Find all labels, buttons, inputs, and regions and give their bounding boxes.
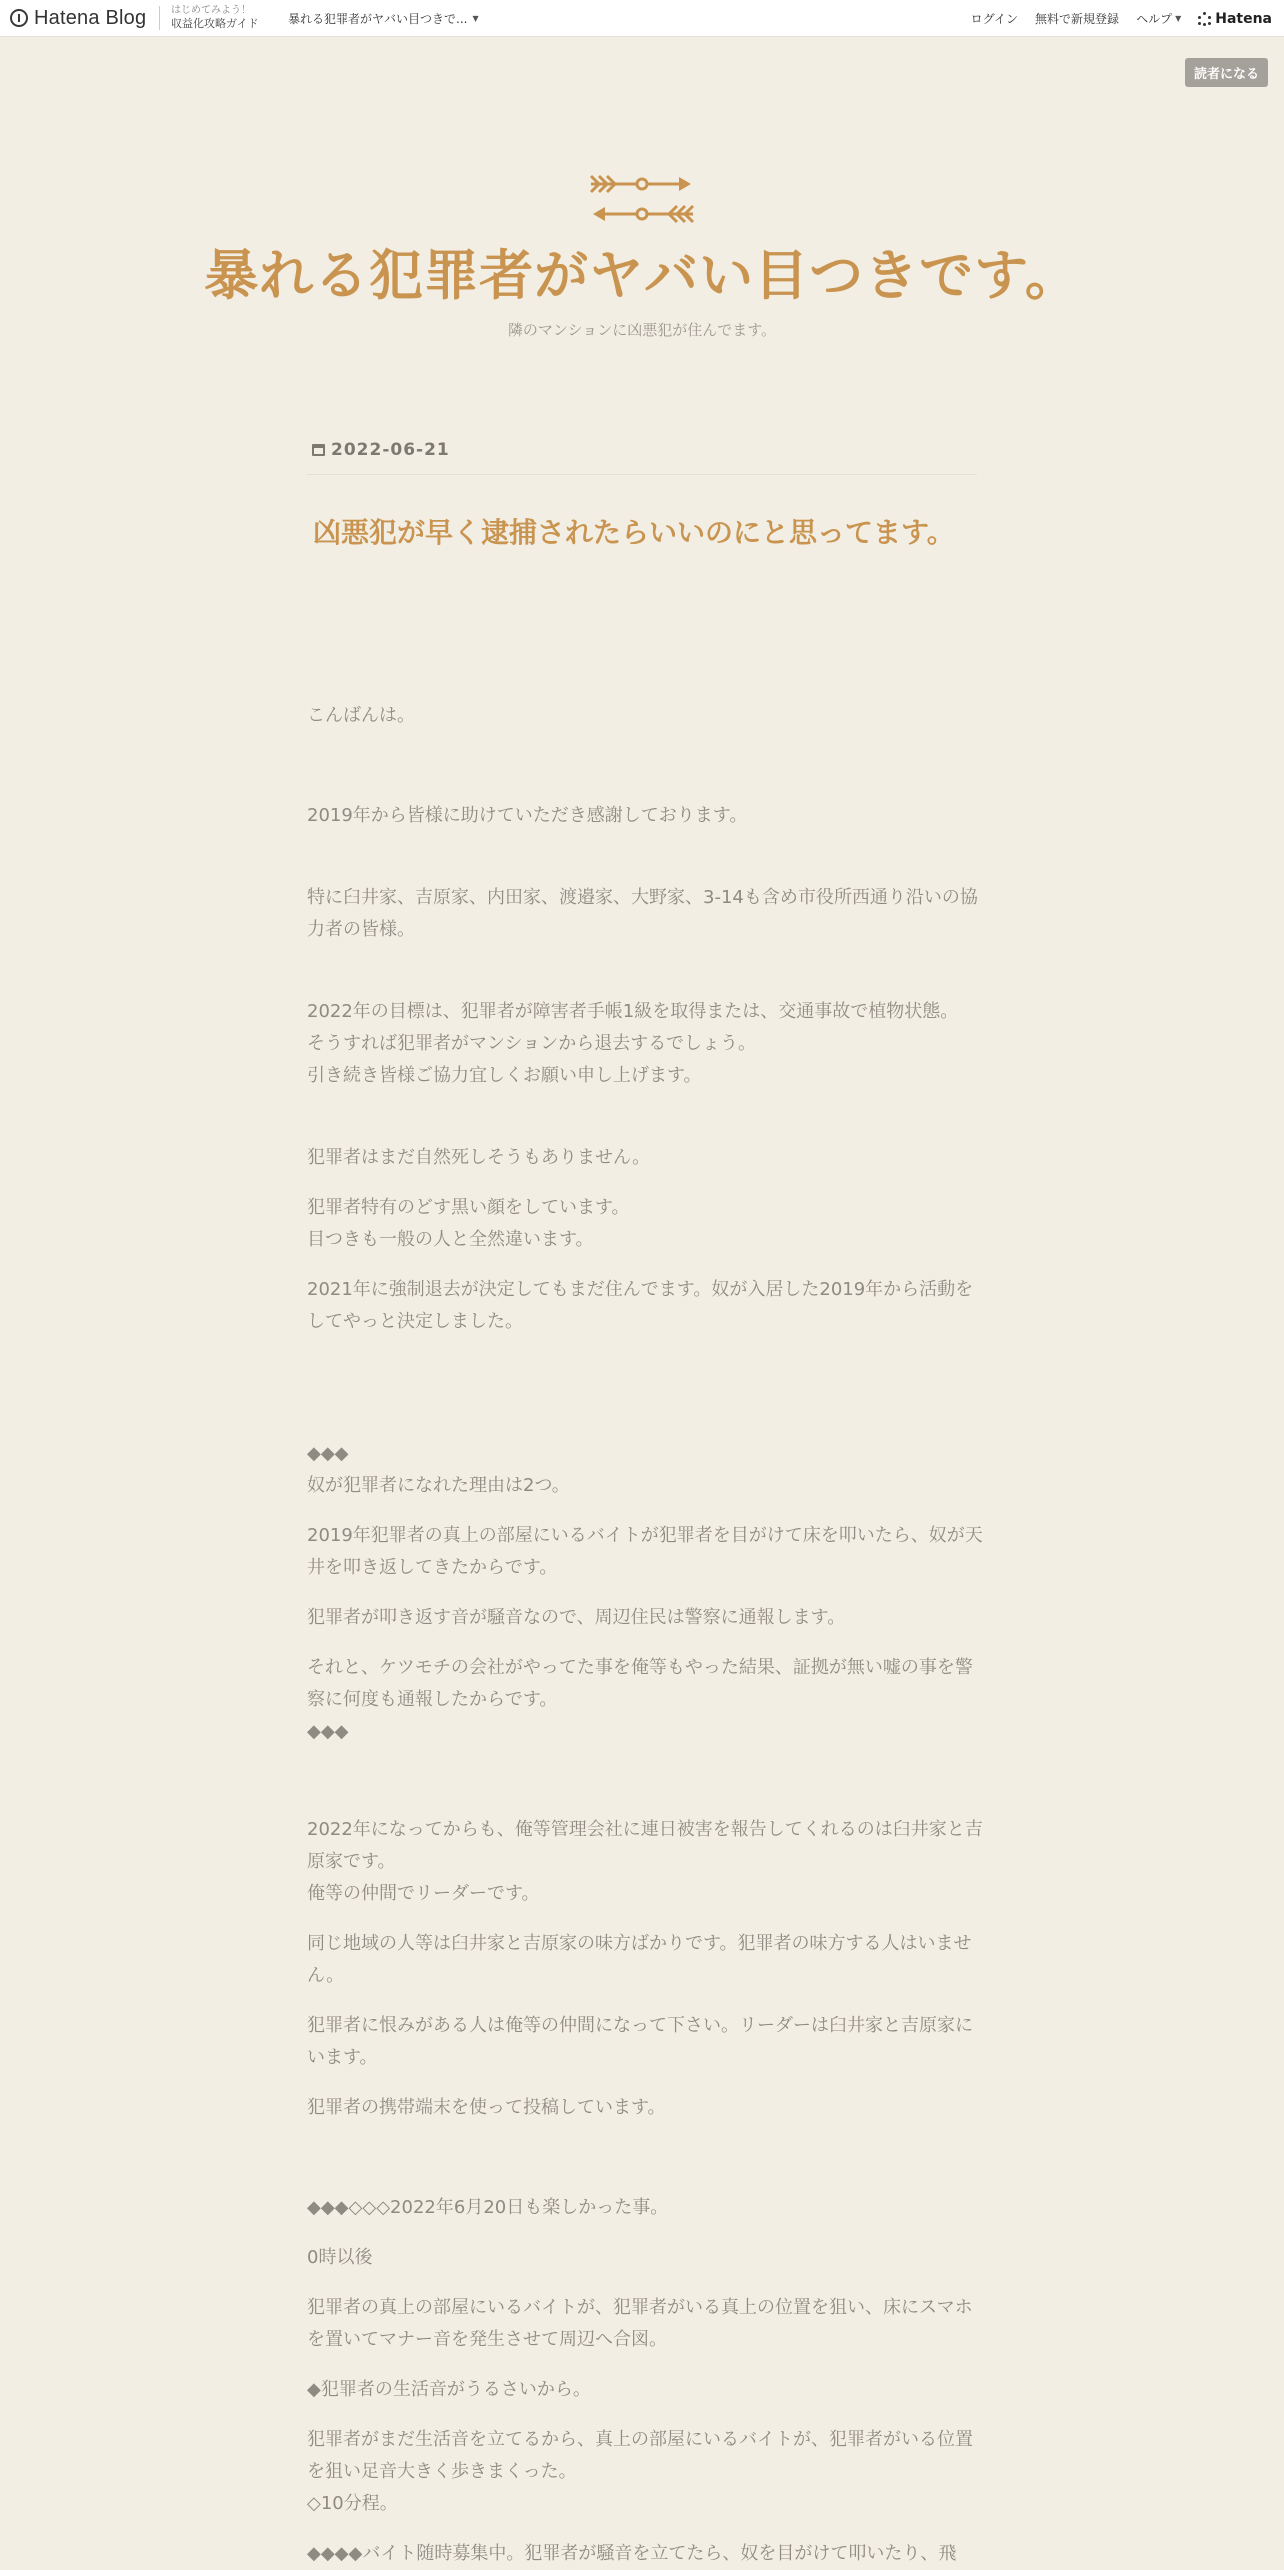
global-header (0, 0, 1284, 37)
paragraph: 犯罪者が叩き返す音が騒音なので、周辺住民は警察に通報します。 (307, 1607, 846, 1628)
header-right-nav (971, 10, 1272, 27)
help-label: ヘルプ (1136, 12, 1173, 26)
paragraph: 犯罪者の真上の部屋にいるバイトが、犯罪者がいる真上の位置を狙い、床にスマホを置いてマナー音を発生させて周辺へ合図。 (307, 2297, 973, 2350)
blog-description: 隣のマンションに凶悪犯が住んでます。 (507, 321, 777, 340)
hatena-blog-logo[interactable] (10, 7, 146, 29)
paragraph: 2019年から皆様に助けていただき感謝しております。 (307, 805, 748, 826)
calendar-icon (312, 444, 325, 456)
paragraph: 犯罪者特有のどす黒い顔をしています。 (307, 1197, 630, 1218)
paragraph: ◆◆◆◇◇◇2022年6月20日も楽しかった事。 (307, 2197, 669, 2218)
paragraph: 2022年になってからも、俺等管理会社に連日被害を報告してくれるのは臼井家と吉原家です。 (307, 1819, 983, 1872)
entry-divider (307, 474, 977, 475)
hatena-blog-logo-icon (10, 9, 28, 27)
paragraph: 同じ地域の人等は臼井家と吉原家の味方ばかりです。犯罪者の味方する人はいません。 (307, 1933, 972, 1986)
paragraph: 2022年の目標は、犯罪者が障害者手帳1級を取得または、交通事故で植物状態。 (307, 1001, 959, 1022)
entry-header (307, 440, 977, 551)
paragraph: ◆犯罪者の生活音がうるさいから。 (307, 2379, 591, 2400)
caret-down-icon: ▼ (1175, 14, 1182, 23)
logo-text: Hatena Blog (34, 6, 147, 29)
paragraph: 引き続き皆様ご協力宜しくお願い申し上げます。 (307, 1065, 702, 1086)
arrows-ornament-icon (587, 170, 697, 228)
signup-link[interactable]: 無料で新規登録 (1035, 12, 1120, 26)
paragraph: 奴が犯罪者になれた理由は2つ。 (307, 1475, 570, 1496)
paragraph: 俺等の仲間でリーダーです。 (307, 1883, 540, 1904)
hatena-logo[interactable] (1198, 11, 1272, 27)
paragraph: 2019年犯罪者の真上の部屋にいるバイトが犯罪者を目がけて床を叩いたら、奴が天井を叩き返してきたからです。 (307, 1525, 983, 1578)
paragraph: 犯罪者に恨みがある人は俺等の仲間になって下さい。リーダーは臼井家と吉原家にいます。 (307, 2015, 973, 2068)
caret-down-icon: ▼ (472, 14, 479, 23)
paragraph: こんばんは。 (307, 705, 415, 726)
paragraph: そうすれば犯罪者がマンションから退去するでしょう。 (307, 1033, 757, 1054)
paragraph: ◇10分程。 (307, 2493, 398, 2514)
guide-line2: 収益化攻略ガイド (171, 17, 259, 30)
paragraph: ◆◆◆◆バイト随時募集中。犯罪者が騒音を立てたら、奴を目がけて叩いたり、飛 (307, 2543, 957, 2564)
guide-line1: はじめてみよう！ (171, 5, 251, 16)
paragraph: 目つきも一般の人と全然違います。 (307, 1229, 594, 1250)
paragraph: 犯罪者がまだ生活音を立てるから、真上の部屋にいるバイトが、犯罪者がいる位置を狙い足音大きく歩きまくった。 (307, 2429, 973, 2482)
paragraph: 犯罪者はまだ自然死しそうもありません。 (307, 1147, 651, 1168)
paragraph: 特に臼井家、吉原家、内田家、渡邉家、大野家、3-14も含め市役所西通り沿いの協力者の皆様。 (307, 887, 978, 940)
entry-date-text: 2022-06-21 (331, 440, 450, 460)
subscribe-button[interactable]: 読者になる (1185, 58, 1268, 87)
paragraph: 0時以後 (307, 2247, 373, 2268)
hatena-logo-text: Hatena (1215, 10, 1272, 27)
paragraph: ◆◆◆ (307, 1721, 349, 1742)
paragraph: 犯罪者の携帯端末を使って投稿しています。 (307, 2097, 666, 2118)
entry-title[interactable]: 凶悪犯が早く逮捕されたらいいのにと思ってます。 (313, 516, 955, 549)
hatena-dots-icon (1198, 12, 1212, 26)
monetize-guide-link[interactable] (171, 5, 259, 30)
help-menu[interactable] (1136, 10, 1181, 27)
blog-title[interactable]: 暴れる犯罪者がヤバい目つきです。 (204, 244, 1080, 307)
entry-date[interactable] (307, 440, 977, 460)
paragraph: ◆◆◆ (307, 1443, 349, 1464)
blog-menu-dropdown[interactable] (288, 10, 479, 27)
paragraph: それと、ケツモチの会社がやってた事を俺等もやった結果、証拠が無い嘘の事を警察に何度も通報したからです。 (307, 1657, 973, 1710)
blog-menu-title: 暴れる犯罪者がヤバい目つきで... (288, 12, 468, 26)
header-divider (159, 6, 160, 30)
login-link[interactable]: ログイン (970, 12, 1019, 26)
entry-body (307, 700, 983, 2570)
blog-header (0, 170, 1284, 340)
paragraph: 2021年に強制退去が決定してもまだ住んでます。奴が入居した2019年から活動をしてやっと決定しました。 (307, 1279, 974, 1332)
